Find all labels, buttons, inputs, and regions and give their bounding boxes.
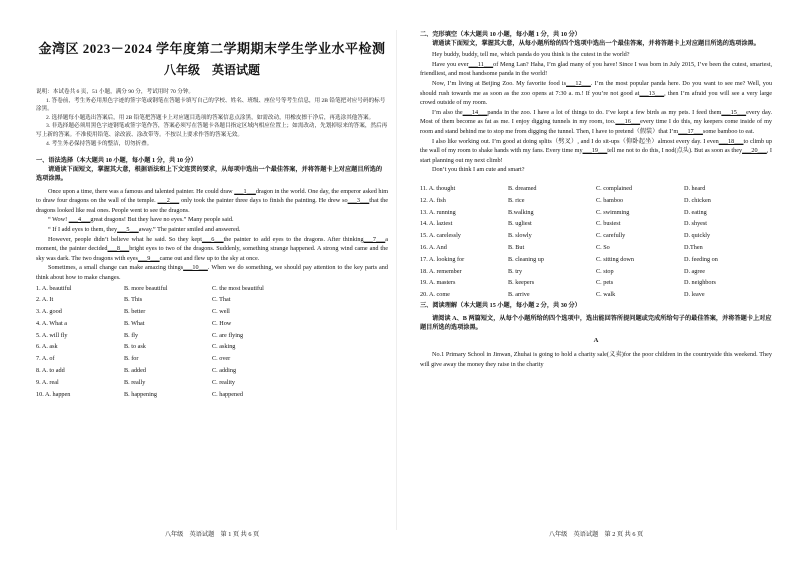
exam-note-intro: 说明：本试卷共 6 页，51 小题，满分 90 分，考试用时 70 分钟。 (36, 89, 195, 95)
option[interactable]: C. So (596, 243, 610, 251)
option[interactable]: C. happened (212, 390, 243, 398)
option[interactable]: D. leave (684, 291, 705, 299)
option[interactable]: C. swimming (596, 208, 630, 216)
option[interactable]: C. carefully (596, 232, 626, 240)
option[interactable]: 17. A. looking for (420, 255, 465, 263)
page-footer: 八年级 英语试题 第 2 页 共 6 页 (548, 531, 644, 538)
option-row (420, 195, 772, 207)
option[interactable]: 13. A. running (420, 208, 456, 216)
option[interactable]: B. cleaning up (508, 255, 544, 263)
option[interactable]: C. pets (596, 279, 614, 287)
option[interactable]: C. over (212, 355, 231, 363)
option[interactable]: B. fly (124, 331, 139, 339)
option[interactable]: B. more beautiful (124, 284, 168, 292)
passage-paragraph: Sometimes, a small change can make amazing things___10___. When we do something, we should pay attention to the key parts and think about how to make changes. (36, 264, 388, 281)
option[interactable]: B. slowly (508, 232, 532, 240)
blank-20: ___20___ (742, 147, 767, 155)
option[interactable]: B. This (124, 296, 143, 304)
option[interactable]: 6. A. ask (36, 343, 58, 351)
option[interactable]: C. stop (596, 267, 614, 275)
option[interactable]: B. ugliest (508, 220, 532, 228)
option[interactable]: 16. A. And (420, 243, 447, 251)
exam-note-1: 1. 答卷前，考生务必用黑色字迹的签字笔或钢笔在答题卡填写自己的学校、姓名、班级、座位号等考生信息，用 2B 铅笔把对应号码的标号涂黑。 (36, 97, 386, 113)
blank-18: ___18___ (718, 137, 744, 145)
blank-14: ___14___ (462, 108, 488, 116)
option-row (36, 294, 388, 306)
blank-12: ___12___ (566, 79, 591, 87)
option[interactable]: C. are flying (212, 331, 244, 339)
page-divider (396, 30, 397, 530)
section-2-instruction: 请通读下面短文，掌握其大意，从每小题所给的四个选项中选出一个最佳答案，并将答题卡上对应题目所选的选项涂黑。 (432, 40, 760, 47)
exam-subtitle: 八年级 英语试题 (163, 63, 260, 77)
blank-7: ___7___ (363, 235, 386, 243)
option[interactable]: B. arrive (508, 291, 530, 299)
option-row (36, 330, 388, 342)
blank-2: ___2___ (157, 197, 180, 205)
passage-a-text: No.1 Primary School in Jinwan, Zhuhai is going to hold a charity sale(义卖)for the poor children in the countryside this weekend. They will give away the money they raise in the charity (420, 351, 772, 368)
section-3-title: 三、阅读理解（本大题共 15 小题，每小题 2 分，共 30 分） (420, 301, 581, 309)
exam-note-4: 4. 考生务必保持答题卡的整洁，切勿折叠。 (46, 140, 153, 147)
section-3-instruction: 请阅读 A、B 两篇短文，从每个小题所给的四个选项中，选出能回答所提问题或完成所给句子的最佳答案，并将答题卡上对应题目所选的选项涂黑。 (420, 314, 772, 332)
option-row (36, 341, 388, 353)
passage-paragraph: However, people didn’t believe what he said. So they kept___6___the painter to add eyes to the dragons. After thinking___7___a moment, the painter decided___8___bright eyes to two of the dragons. Suddenly, something strange happened. A strong wind came and the sky was dark. The two dragons with eyes___9___came out and flew up to the sky at once. (36, 235, 388, 262)
blank-1: ___1___ (234, 187, 256, 195)
option[interactable]: 1. A. beautiful (36, 284, 72, 292)
option[interactable]: 8. A. to add (36, 367, 65, 375)
option[interactable]: 15. A. carelessly (420, 232, 461, 240)
option[interactable]: B. try (508, 267, 523, 275)
option[interactable]: C. reality (212, 378, 236, 386)
option[interactable]: B. What (124, 319, 145, 327)
option[interactable]: 9. A. real (36, 378, 59, 386)
passage-paragraph: Don’t you think I am cute and smart? (432, 166, 525, 174)
option[interactable]: 2. A. It (36, 296, 54, 304)
option-row (36, 283, 388, 295)
option-row (36, 365, 388, 377)
blank-10: ___10___ (183, 264, 208, 272)
option[interactable]: 19. A. masters (420, 279, 456, 287)
passage-paragraph: “ Wow! ___4___great dragons! But they have no eyes.” Many people said. (48, 216, 234, 224)
passage-paragraph: Have you ever___11___of Meng Lan? Haha, I’m glad many of you have! Since I was born in July 2015, I’ve been the cutest, smartest, friendliest, and most handsome panda in the world! (420, 60, 772, 78)
blank-4: ___4___ (68, 216, 91, 224)
option[interactable]: C. well (212, 308, 230, 316)
option[interactable]: D. eating (684, 208, 707, 216)
option[interactable]: C. bamboo (596, 196, 624, 204)
option[interactable]: C. adding (212, 367, 237, 375)
section-1-instruction: 请通读下面短文，掌握其大意，根据语法和上下文连贯的要求，从每项中选出一个最佳答案，并将答题卡上对应题目所选的选项涂黑。 (36, 166, 383, 183)
option[interactable]: D. quickly (684, 232, 711, 240)
option[interactable]: B. keepers (508, 279, 535, 287)
option[interactable]: D. shyest (684, 220, 708, 228)
option[interactable]: D. agree (684, 267, 705, 275)
option-row (36, 377, 388, 389)
option[interactable]: B.walking (508, 208, 534, 216)
option[interactable]: 18. A. remember (420, 267, 462, 275)
passage-paragraph: I also like working out. I’m good at doing splits（劈叉）, and I do sit-ups（仰卧起坐）almost every day. I even___18___to climb up the wall of my room to shake hands with my fans. Every time my___19___tell me not to do this, I nod(点头). But as soon as they___20___, I start planning out my next climb! (420, 137, 772, 164)
passage-paragraph: Once upon a time, there was a famous and talented painter. He could draw ___1___dragon in the world. One day, the emperor asked him to draw four dragons on the wall of the temple. ___2___ only took the painter three days to finish the painting. He drew so___3___that the dragons looked like real ones. People went to see the dragons. (36, 187, 388, 214)
option-row (420, 242, 772, 254)
page-footer: 八年级 英语试题 第 1 页 共 6 页 (164, 531, 260, 538)
exam-note-3: 3. 非选择题必须用黑色字迹钢笔或签字笔作答，答案必须写在答题卡各题目指定区域内相应位置上；如需改动，先划掉原来的答案，然后再写上新的答案。不准使用铅笔、涂改液、涂改带等。不按以上要求作答的答案无效。 (36, 123, 388, 138)
blank-5: ___5___ (117, 225, 139, 233)
option[interactable]: B. dreamed (508, 184, 537, 192)
option[interactable]: 3. A. good (36, 308, 62, 316)
blank-11: ___11___ (468, 60, 494, 68)
option[interactable]: 12. A. fish (420, 196, 446, 204)
option-row (420, 218, 772, 230)
passage-paragraph: Now, I’m living at Beijing Zoo. My favorite food is___12___. I’m the most popular panda here. Do you want to see me? Well, you should rush towards me as soon as the zoo opens at 7:30 a. m.! If you’re not good at___13___, then I’m afraid you will see a very large crowd outside of my room. (420, 79, 772, 107)
blank-16: ___16___ (615, 118, 641, 126)
option[interactable]: B. But (508, 243, 525, 251)
option[interactable]: 14. A. laziest (420, 220, 453, 228)
passage-paragraph: “ If I add eyes to them, they___5___away.” The painter smiled and answered. (48, 225, 241, 233)
option[interactable]: D. heard (684, 184, 706, 192)
option-row (420, 207, 772, 219)
option[interactable]: B. better (124, 308, 146, 316)
blank-8: ___8___ (107, 245, 130, 253)
section-1-title: 一、语法选择（本大题共 10 小题，每小题 1 分，共 10 分） (36, 157, 197, 165)
option-row (420, 254, 772, 266)
option[interactable]: B. for (124, 355, 139, 363)
option[interactable]: D.Then (684, 243, 703, 251)
blank-9: ___9___ (137, 254, 160, 262)
option-row (420, 266, 772, 278)
option[interactable]: 7. A. of (36, 355, 55, 363)
blank-19: ___19___ (582, 147, 608, 155)
option[interactable]: B. really (124, 378, 146, 386)
blank-15: ___15___ (721, 108, 747, 116)
option[interactable]: B. added (124, 367, 146, 375)
option[interactable]: 20. A. come (420, 291, 450, 299)
option[interactable]: C. complained (596, 184, 633, 192)
option[interactable]: C. That (212, 296, 231, 304)
option-row (36, 389, 388, 401)
option[interactable]: B. happening (124, 390, 157, 398)
passage-paragraph: I’m also the___14___panda in the zoo. I have a lot of things to do. I’ve kept a few birds as my pets. I feed them___15___every day. Most of them become as fat as me. I enjoy digging tunnels in my room, too.___16___every time I do this, my keepers come inside of my room and stand behind me to stop me from digging the tunnel. Then, I have to pretend（假装）that I’m___17___some bamboo to eat. (420, 108, 772, 135)
option[interactable]: 11. A. thought (420, 184, 456, 192)
option[interactable]: B. rice (508, 196, 525, 204)
option[interactable]: C. How (212, 319, 232, 327)
option-row (420, 277, 772, 289)
page-1 (36, 18, 388, 538)
option[interactable]: 10. A. happen (36, 390, 71, 398)
option[interactable]: C. busiest (596, 220, 621, 228)
page-2 (420, 18, 772, 538)
section-2-title: 二、完形填空（本大题共 10 小题，每小题 1 分，共 10 分） (420, 31, 581, 38)
option[interactable]: D. feeding on (684, 255, 718, 263)
option[interactable]: C. sitting down (596, 255, 634, 263)
option[interactable]: D. neighbors (684, 279, 716, 287)
option-row (36, 306, 388, 318)
option[interactable]: C. asking (212, 343, 236, 351)
option-row (36, 353, 388, 365)
option-row (420, 230, 772, 242)
option[interactable]: C. walk (596, 291, 616, 299)
blank-17: ___17___ (678, 127, 703, 135)
option[interactable]: 5. A. will fly (36, 331, 68, 339)
option[interactable]: C. the most beautiful (212, 284, 264, 292)
blank-13: ___13___ (639, 89, 665, 97)
options-list (420, 183, 772, 301)
passage-paragraph: Hey buddy, buddy, tell me, which panda do you think is the cutest in the world? (432, 51, 630, 59)
blank-6: ___6___ (201, 235, 224, 243)
option[interactable]: D. chicken (684, 196, 711, 204)
option-row (420, 183, 772, 195)
exam-title: 金湾区 2023－2024 学年度第二学期期末学生学业水平检测 (38, 41, 386, 56)
option-row (420, 289, 772, 301)
option[interactable]: 4. A. What a (36, 319, 67, 327)
option[interactable]: B. to ask (124, 343, 146, 351)
blank-3: ___3___ (347, 197, 370, 205)
options-list (36, 283, 388, 401)
option-row (36, 318, 388, 330)
exam-note-2: 2. 选择题每小题选出答案后，用 2B 铅笔把答题卡上对应题目选项的答案信息点涂黑，如需改动，用橡皮擦干净后，再选涂其他答案。 (46, 114, 375, 121)
passage-a-label: A (593, 337, 599, 345)
